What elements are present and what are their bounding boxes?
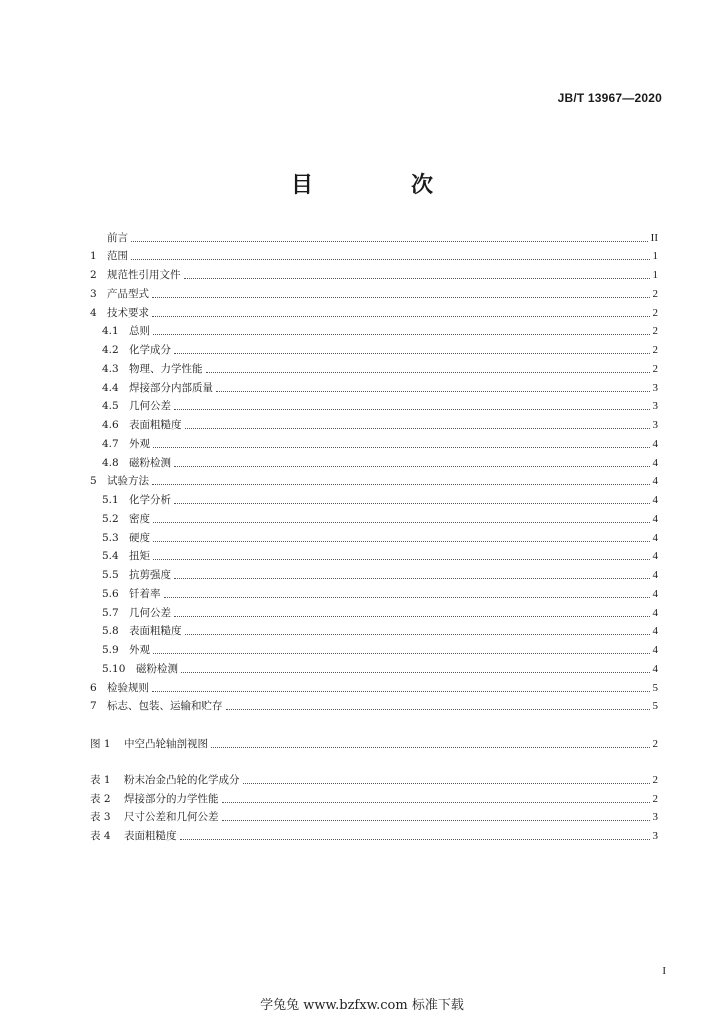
toc-entry-number: 6 xyxy=(90,681,97,694)
toc-entry-label: 外观 xyxy=(129,437,150,450)
toc-entry-page: 4 xyxy=(652,606,658,619)
tables-entry-number: 表 2 xyxy=(90,792,111,805)
toc-entry-page: 4 xyxy=(652,625,658,638)
toc-entry-label: 前言 xyxy=(107,231,128,244)
toc-entry-number: 3 xyxy=(90,287,97,300)
toc-entry-number: 4.5 xyxy=(102,400,119,413)
toc-entry[interactable] xyxy=(102,320,658,339)
toc-entry[interactable] xyxy=(90,676,658,695)
toc-entry-number: 5.9 xyxy=(102,644,119,657)
tables-entry-page: 2 xyxy=(652,773,658,786)
dot-leader xyxy=(184,277,650,279)
toc-entry-label: 标志、包装、运输和贮存 xyxy=(107,700,223,713)
dot-leader xyxy=(174,352,650,354)
toc-entry-page: 2 xyxy=(652,325,658,338)
toc-entry[interactable] xyxy=(102,526,658,545)
dot-leader xyxy=(131,258,650,260)
toc-entry[interactable] xyxy=(102,507,658,526)
tables-entry-label: 焊接部分的力学性能 xyxy=(124,792,219,805)
toc-entry-number: 4.4 xyxy=(102,381,119,394)
dot-leader xyxy=(211,746,650,748)
toc-entry-number: 2 xyxy=(90,269,97,282)
toc-entry-page: 4 xyxy=(652,644,658,657)
toc-entry-label: 表面粗糙度 xyxy=(129,625,182,638)
toc-entry-number: 4.7 xyxy=(102,437,119,450)
dot-leader xyxy=(174,615,650,617)
toc-entry-page: 4 xyxy=(652,662,658,675)
toc-entry[interactable] xyxy=(102,432,658,451)
tables-entry-title xyxy=(90,793,219,806)
toc-entry[interactable] xyxy=(102,395,658,414)
tables-entry[interactable] xyxy=(90,787,658,806)
toc-entry-page: 4 xyxy=(652,531,658,544)
toc-entry-number: 4.8 xyxy=(102,456,119,469)
toc-entry-title xyxy=(90,232,128,245)
toc-entry-number: 5.8 xyxy=(102,625,119,638)
toc-entry[interactable] xyxy=(102,339,658,358)
toc-entry-title xyxy=(90,250,128,263)
toc-entry[interactable] xyxy=(102,564,658,583)
toc-entry-title xyxy=(90,700,223,713)
toc-entry[interactable] xyxy=(90,695,658,714)
toc-entry-title xyxy=(90,307,149,320)
toc-entry-title xyxy=(90,269,181,282)
toc-entry-label: 磁粉检测 xyxy=(136,662,178,675)
dot-leader xyxy=(152,690,650,692)
dot-leader xyxy=(153,446,650,448)
toc-entry-number: 5.4 xyxy=(102,550,119,563)
toc-entry[interactable] xyxy=(102,376,658,395)
toc-entry[interactable] xyxy=(102,657,658,676)
tables-entry[interactable] xyxy=(90,825,658,844)
tables-entry[interactable] xyxy=(90,806,658,825)
figures-entry-page: 2 xyxy=(652,738,658,751)
toc-entry-page: 2 xyxy=(652,306,658,319)
toc-entry-number: 7 xyxy=(90,700,97,713)
tables-entry-number: 表 1 xyxy=(90,773,111,786)
toc-entry-title xyxy=(90,475,149,488)
tables-entry-page: 2 xyxy=(652,792,658,805)
toc-entry-title xyxy=(102,325,150,338)
toc-entry-number: 5 xyxy=(90,475,97,488)
toc-entry-label: 检验规则 xyxy=(107,681,149,694)
toc-entry-label: 扭矩 xyxy=(129,550,150,563)
toc-entry-title xyxy=(102,644,150,657)
dot-leader xyxy=(174,502,650,504)
toc-entry-page: II xyxy=(650,231,658,244)
toc-entry-title xyxy=(102,363,203,376)
toc-entry[interactable] xyxy=(102,357,658,376)
toc-entry[interactable] xyxy=(90,245,658,264)
toc-entry-page: 4 xyxy=(652,569,658,582)
toc-entry-number: 5.10 xyxy=(102,662,126,675)
toc-entry-label: 密度 xyxy=(129,512,150,525)
dot-leader xyxy=(131,240,648,242)
toc-entry-number: 4.1 xyxy=(102,325,119,338)
toc-entry-label: 磁粉检测 xyxy=(129,456,171,469)
toc-entry[interactable] xyxy=(90,301,658,320)
toc-entry-label: 总则 xyxy=(129,325,150,338)
toc-entry-title xyxy=(90,288,149,301)
toc-entry-page: 4 xyxy=(652,512,658,525)
dot-leader xyxy=(152,315,650,317)
toc-entry-title xyxy=(90,682,149,695)
dot-leader xyxy=(153,521,650,523)
watermark-text: 学兔兔 www.bzfxw.com 标准下载 xyxy=(260,998,464,1013)
toc-entry-page: 3 xyxy=(652,419,658,432)
tables-entry-page: 3 xyxy=(652,830,658,843)
dot-leader xyxy=(206,371,650,373)
tables-entry-title xyxy=(90,830,177,843)
tables-entry-label: 粉末冶金凸轮的化学成分 xyxy=(124,773,240,786)
dot-leader xyxy=(185,427,650,429)
toc-entry-page: 5 xyxy=(652,681,658,694)
dot-leader xyxy=(153,652,650,654)
toc-entry-title xyxy=(102,400,171,413)
dot-leader xyxy=(152,296,650,298)
toc-entry-label: 化学成分 xyxy=(129,344,171,357)
toc-entry-title xyxy=(102,457,171,470)
tables-entry-title xyxy=(90,774,240,787)
toc-entry[interactable] xyxy=(102,620,658,639)
toc-entry-label: 抗剪强度 xyxy=(129,569,171,582)
toc-entry-label: 外观 xyxy=(129,644,150,657)
page-number: I xyxy=(662,965,666,977)
toc-entry-title xyxy=(102,607,171,620)
toc-entry-number: 5.6 xyxy=(102,587,119,600)
toc-entry-title xyxy=(102,663,178,676)
dot-leader xyxy=(153,558,650,560)
dot-leader xyxy=(185,633,650,635)
toc-entry-page: 4 xyxy=(652,475,658,488)
dot-leader xyxy=(243,782,650,784)
dot-leader xyxy=(174,465,650,467)
toc-entry-title xyxy=(102,513,150,526)
toc-entry-page: 1 xyxy=(652,269,658,282)
dot-leader xyxy=(222,801,650,803)
standard-code: JB/T 13967—2020 xyxy=(557,91,662,105)
tables-entry-number: 表 3 xyxy=(90,811,111,824)
dot-leader xyxy=(222,819,650,821)
tables-entry-label: 表面粗糙度 xyxy=(124,830,177,843)
figures-entry-label: 中空凸轮轴剖视图 xyxy=(124,738,208,751)
dot-leader xyxy=(174,408,650,410)
toc-entry-number: 4.3 xyxy=(102,362,119,375)
toc-entry-page: 1 xyxy=(652,250,658,263)
dot-leader xyxy=(153,333,650,335)
tables-entry-title xyxy=(90,811,219,824)
toc-entry-title xyxy=(102,344,171,357)
toc-entry-label: 规范性引用文件 xyxy=(107,269,181,282)
toc-entry[interactable] xyxy=(102,414,658,433)
figures-entry[interactable] xyxy=(90,733,658,752)
toc-entry-label: 范围 xyxy=(107,250,128,263)
toc-entry[interactable] xyxy=(90,264,658,283)
toc-entry-label: 化学分析 xyxy=(129,494,171,507)
toc-entry-number: 5.3 xyxy=(102,531,119,544)
toc-entry-label: 技术要求 xyxy=(107,306,149,319)
toc-entry[interactable] xyxy=(102,451,658,470)
toc-entry-label: 钎着率 xyxy=(129,587,161,600)
dot-leader xyxy=(152,483,650,485)
tables-entry-page: 3 xyxy=(652,811,658,824)
toc-entry-page: 3 xyxy=(652,400,658,413)
toc-entry-label: 焊接部分内部质量 xyxy=(129,381,213,394)
figures-entry-number: 图 1 xyxy=(90,738,111,751)
toc-entry[interactable] xyxy=(102,545,658,564)
toc-entry-number: 5.7 xyxy=(102,606,119,619)
toc-entry-number: 4.2 xyxy=(102,344,119,357)
toc-entry-label: 几何公差 xyxy=(129,400,171,413)
toc-entry-label: 硬度 xyxy=(129,531,150,544)
dot-leader xyxy=(164,596,650,598)
toc-entry[interactable] xyxy=(102,582,658,601)
dot-leader xyxy=(174,577,650,579)
dot-leader xyxy=(226,708,650,710)
toc-entry[interactable] xyxy=(102,489,658,508)
tables-entry[interactable] xyxy=(90,768,658,787)
toc-entry-page: 4 xyxy=(652,587,658,600)
toc-entry-number: 4 xyxy=(90,306,97,319)
dot-leader xyxy=(180,838,650,840)
toc-entry-title xyxy=(102,382,213,395)
toc-entry[interactable] xyxy=(90,226,658,245)
toc-entry-title xyxy=(102,438,150,451)
toc-entry-page: 4 xyxy=(652,456,658,469)
toc-entry-title xyxy=(102,625,182,638)
toc-entry-title xyxy=(102,588,161,601)
toc-entry[interactable] xyxy=(90,282,658,301)
toc-entry-number: 1 xyxy=(90,250,97,263)
toc-entry-label: 试验方法 xyxy=(107,475,149,488)
toc-entry[interactable] xyxy=(102,639,658,658)
page-title: 目 次 xyxy=(290,172,471,198)
toc-entry-page: 2 xyxy=(652,287,658,300)
toc-entry-label: 物理、力学性能 xyxy=(129,362,203,375)
toc-entry[interactable] xyxy=(90,470,658,489)
dot-leader xyxy=(153,540,650,542)
toc-entry-title xyxy=(102,419,182,432)
dot-leader xyxy=(181,671,650,673)
toc-entry-label: 产品型式 xyxy=(107,287,149,300)
toc-entry-page: 2 xyxy=(652,362,658,375)
dot-leader xyxy=(216,390,650,392)
toc-entry-page: 3 xyxy=(652,381,658,394)
toc-entry-page: 2 xyxy=(652,344,658,357)
toc-entry-page: 5 xyxy=(652,700,658,713)
toc-entry[interactable] xyxy=(102,601,658,620)
toc-entry-title xyxy=(102,569,171,582)
toc-entry-title xyxy=(102,550,150,563)
toc-entry-number: 5.1 xyxy=(102,494,119,507)
tables-entry-number: 表 4 xyxy=(90,830,111,843)
figures-entry-title xyxy=(90,738,208,751)
toc-entry-number: 5.5 xyxy=(102,569,119,582)
toc-entry-page: 4 xyxy=(652,437,658,450)
toc-entry-label: 表面粗糙度 xyxy=(129,419,182,432)
toc-entry-number: 4.6 xyxy=(102,419,119,432)
toc-entry-page: 4 xyxy=(652,550,658,563)
toc-entry-title xyxy=(102,532,150,545)
toc-entry-page: 4 xyxy=(652,494,658,507)
toc-entry-number: 5.2 xyxy=(102,512,119,525)
tables-entry-label: 尺寸公差和几何公差 xyxy=(124,811,219,824)
toc-entry-label: 几何公差 xyxy=(129,606,171,619)
toc-entry-title xyxy=(102,494,171,507)
